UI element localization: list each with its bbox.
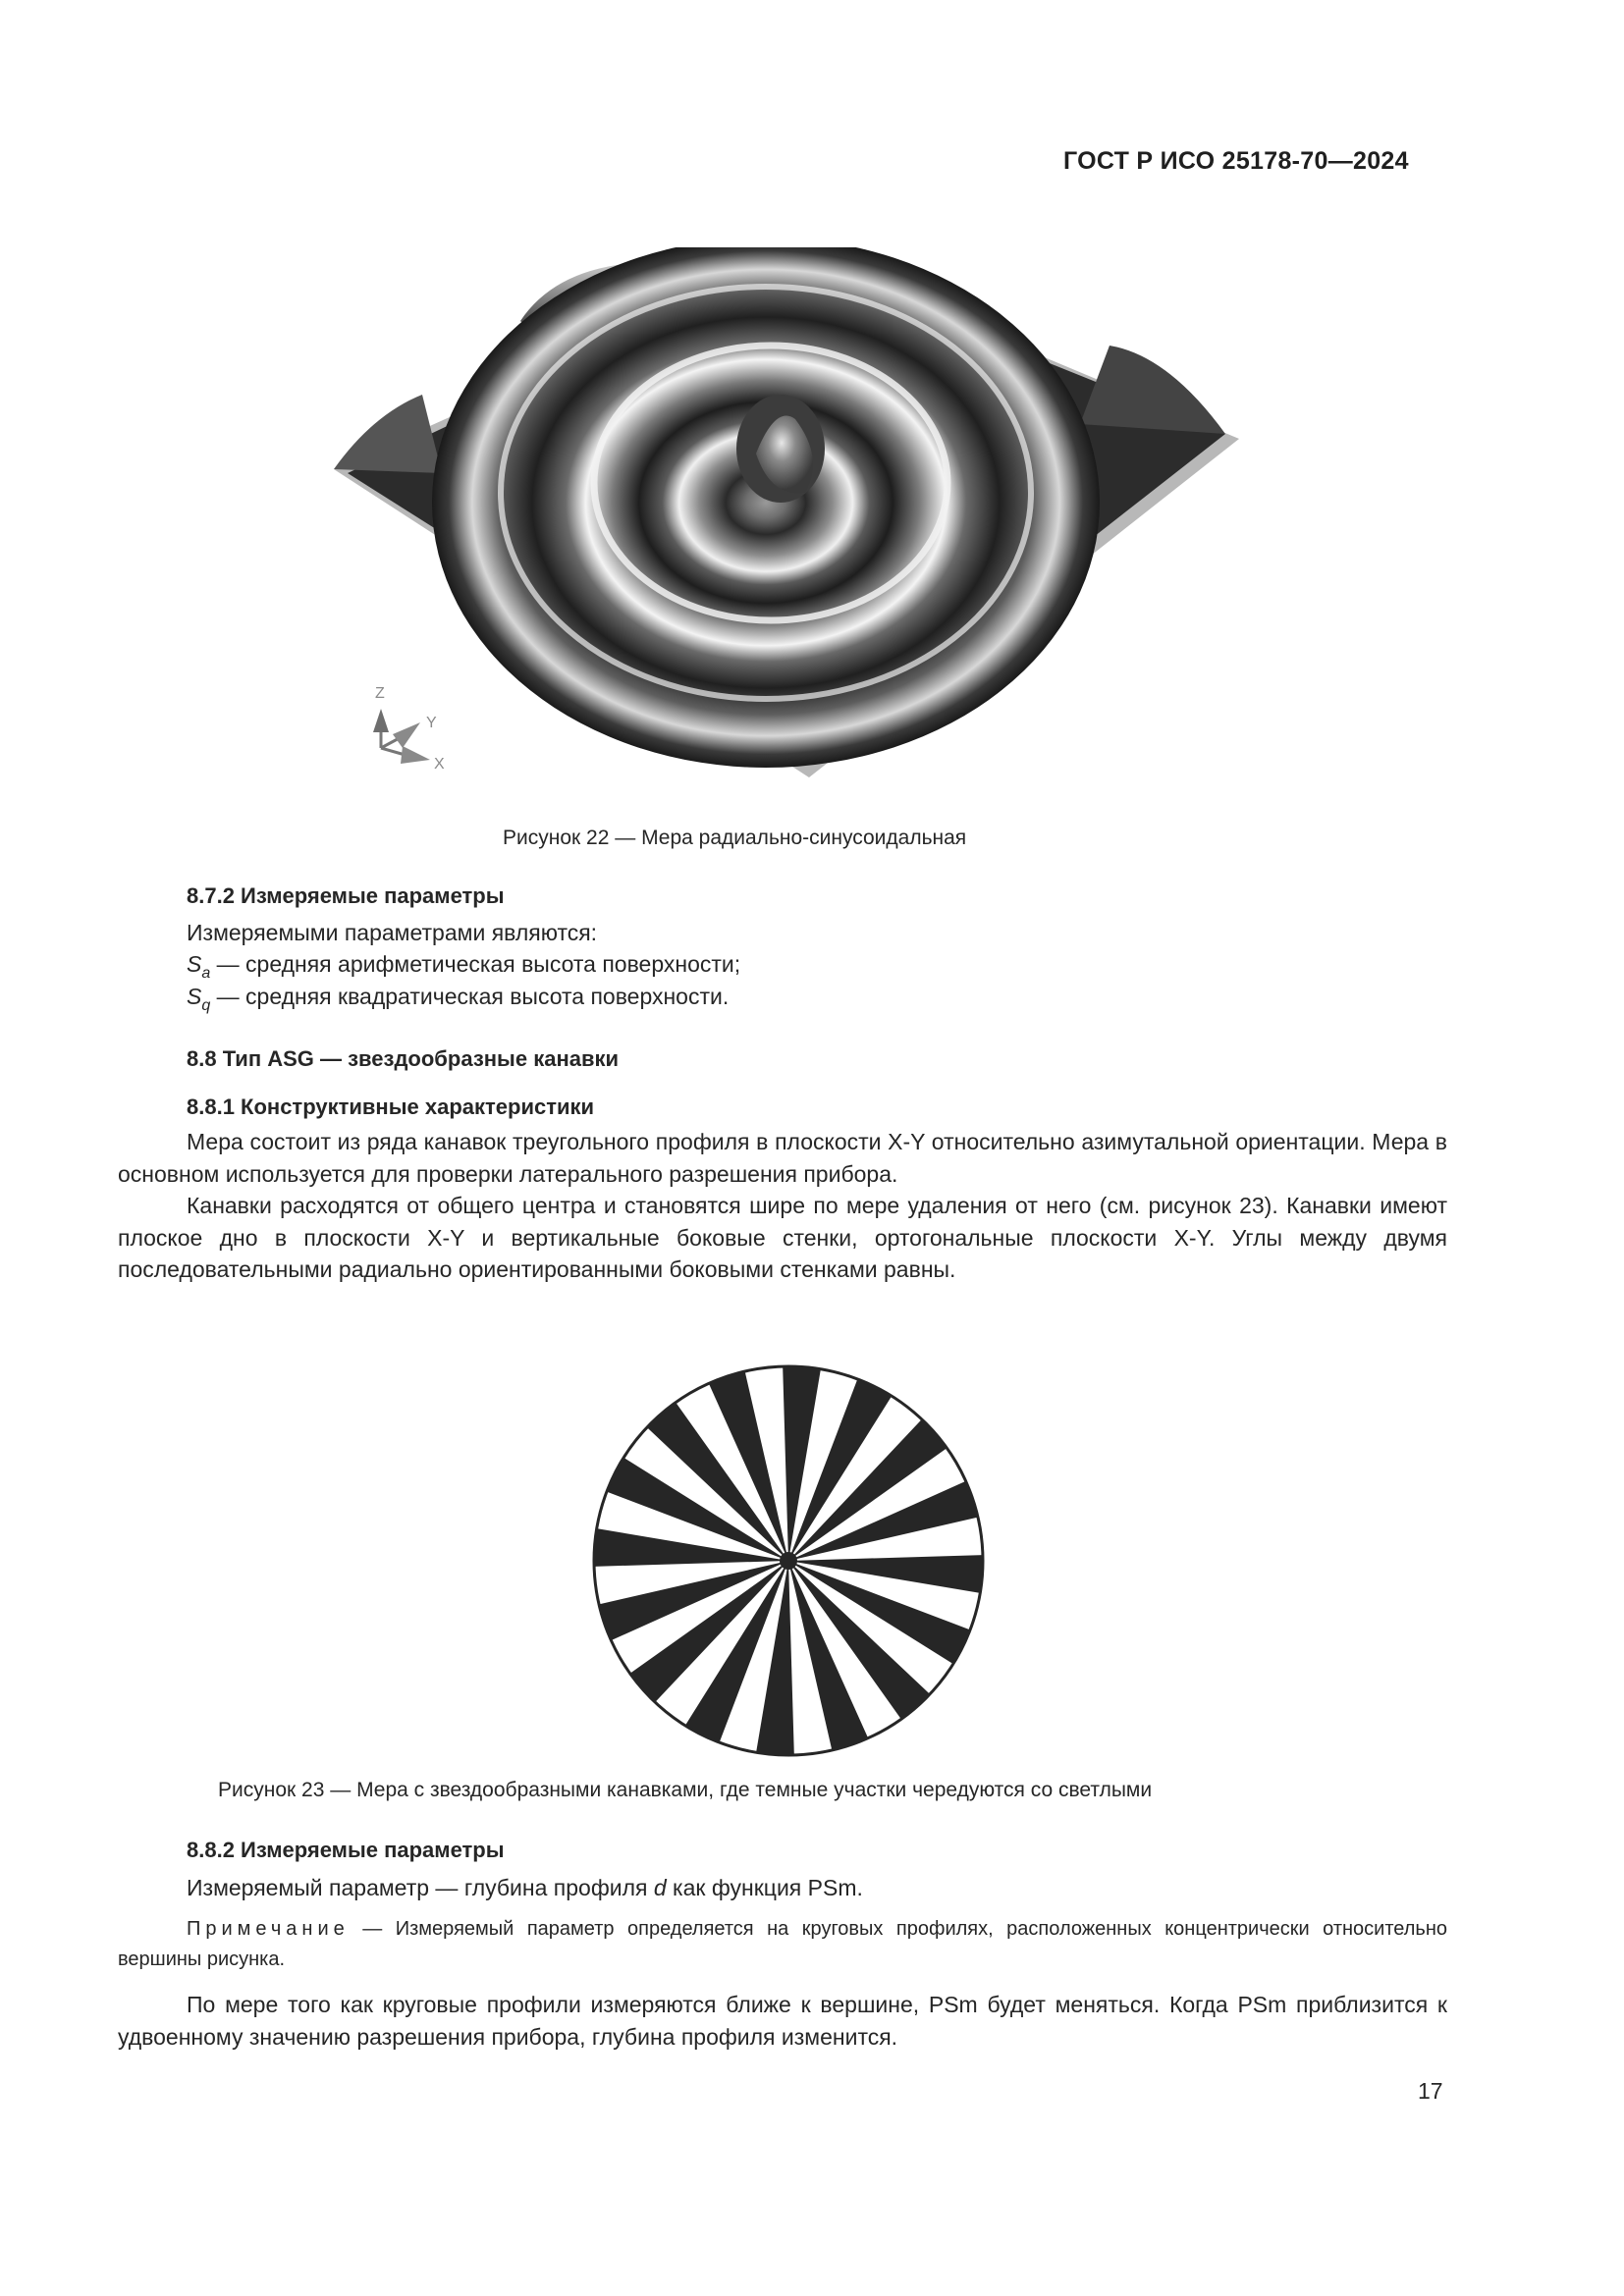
param-sq-description: — средняя квадратическая высота поверхности.: [210, 984, 730, 1009]
section-8-8-1-body: [118, 1126, 1447, 1286]
section-8-8-2-heading: 8.8.2 Измеряемые параметры: [187, 1838, 505, 1862]
param-sa-symbol: $S_a$: [187, 951, 211, 982]
section-8-8-1-paragraph: Канавки расходятся от общего центра и становятся шире по мере удаления от него (см. рисунок 23). Канавки имеют плоское дно в плоскости X-Y и вертикальные боковые стенки, ортогональные плоскости X-Y. Углы между двумя последовательными радиально ориентированными боковыми стенками равны.: [118, 1193, 1447, 1282]
radial-sinusoid-surface-image: [334, 247, 1257, 797]
note: [118, 1914, 1447, 1975]
figure-22-surface-plot: [334, 247, 1257, 797]
figure-23-siemens-star: [582, 1355, 995, 1767]
section-8-7-2-heading: 8.7.2 Измеряемые параметры: [187, 883, 505, 908]
z-axis-label: Z: [375, 685, 385, 702]
siemens-star-image: [582, 1355, 995, 1767]
param-sa-description: — средняя арифметическая высота поверхности;: [210, 951, 741, 977]
figure-23-caption: Рисунок 23 — Мера с звездообразными канавками, где темные участки чередуются со светлыми: [218, 1779, 1153, 1801]
standard-header: ГОСТ Р ИСО 25178-70—2024: [1063, 147, 1409, 175]
text-before-variable: Измеряемый параметр — глубина профиля: [187, 1875, 654, 1900]
figure-22-caption: Рисунок 22 — Мера радиально-синусоидальная: [503, 827, 967, 849]
text-after-variable: как функция PSm.: [666, 1875, 863, 1900]
section-8-8-2-final-paragraph: По мере того как круговые профили измеряются ближе к вершине, PSm будет меняться. Когда PSm приблизится к удвоенному значению разрешения прибора, глубина профиля изменится.: [118, 1992, 1447, 2050]
param-sq-symbol: $S_q$: [187, 984, 211, 1014]
y-axis-label: Y: [426, 715, 437, 731]
section-8-7-2-intro: Измеряемыми параметрами являются:: [187, 920, 598, 945]
x-axis-label: X: [434, 756, 445, 773]
variable-d: d: [653, 1875, 667, 1900]
note-label: Примечание: [187, 1918, 350, 1940]
page-number: 17: [1418, 2078, 1443, 2104]
note-text: — Измеряемый параметр определяется на круговых профилях, расположенных концентрически относительно вершины рисунка.: [118, 1918, 1447, 1970]
section-8-8-1-paragraph: Мера состоит из ряда канавок треугольного профиля в плоскости X-Y относительно азимутальной ориентации. Мера в основном используется для проверки латерального разрешения прибора.: [118, 1129, 1447, 1187]
section-8-8-heading: 8.8 Тип ASG — звездообразные канавки: [187, 1046, 620, 1071]
axis-triad: [363, 687, 452, 775]
section-8-8-1-heading: 8.8.1 Конструктивные характеристики: [187, 1095, 595, 1119]
param-sq: [187, 981, 729, 1023]
section-8-8-2-text: [187, 1872, 863, 1904]
